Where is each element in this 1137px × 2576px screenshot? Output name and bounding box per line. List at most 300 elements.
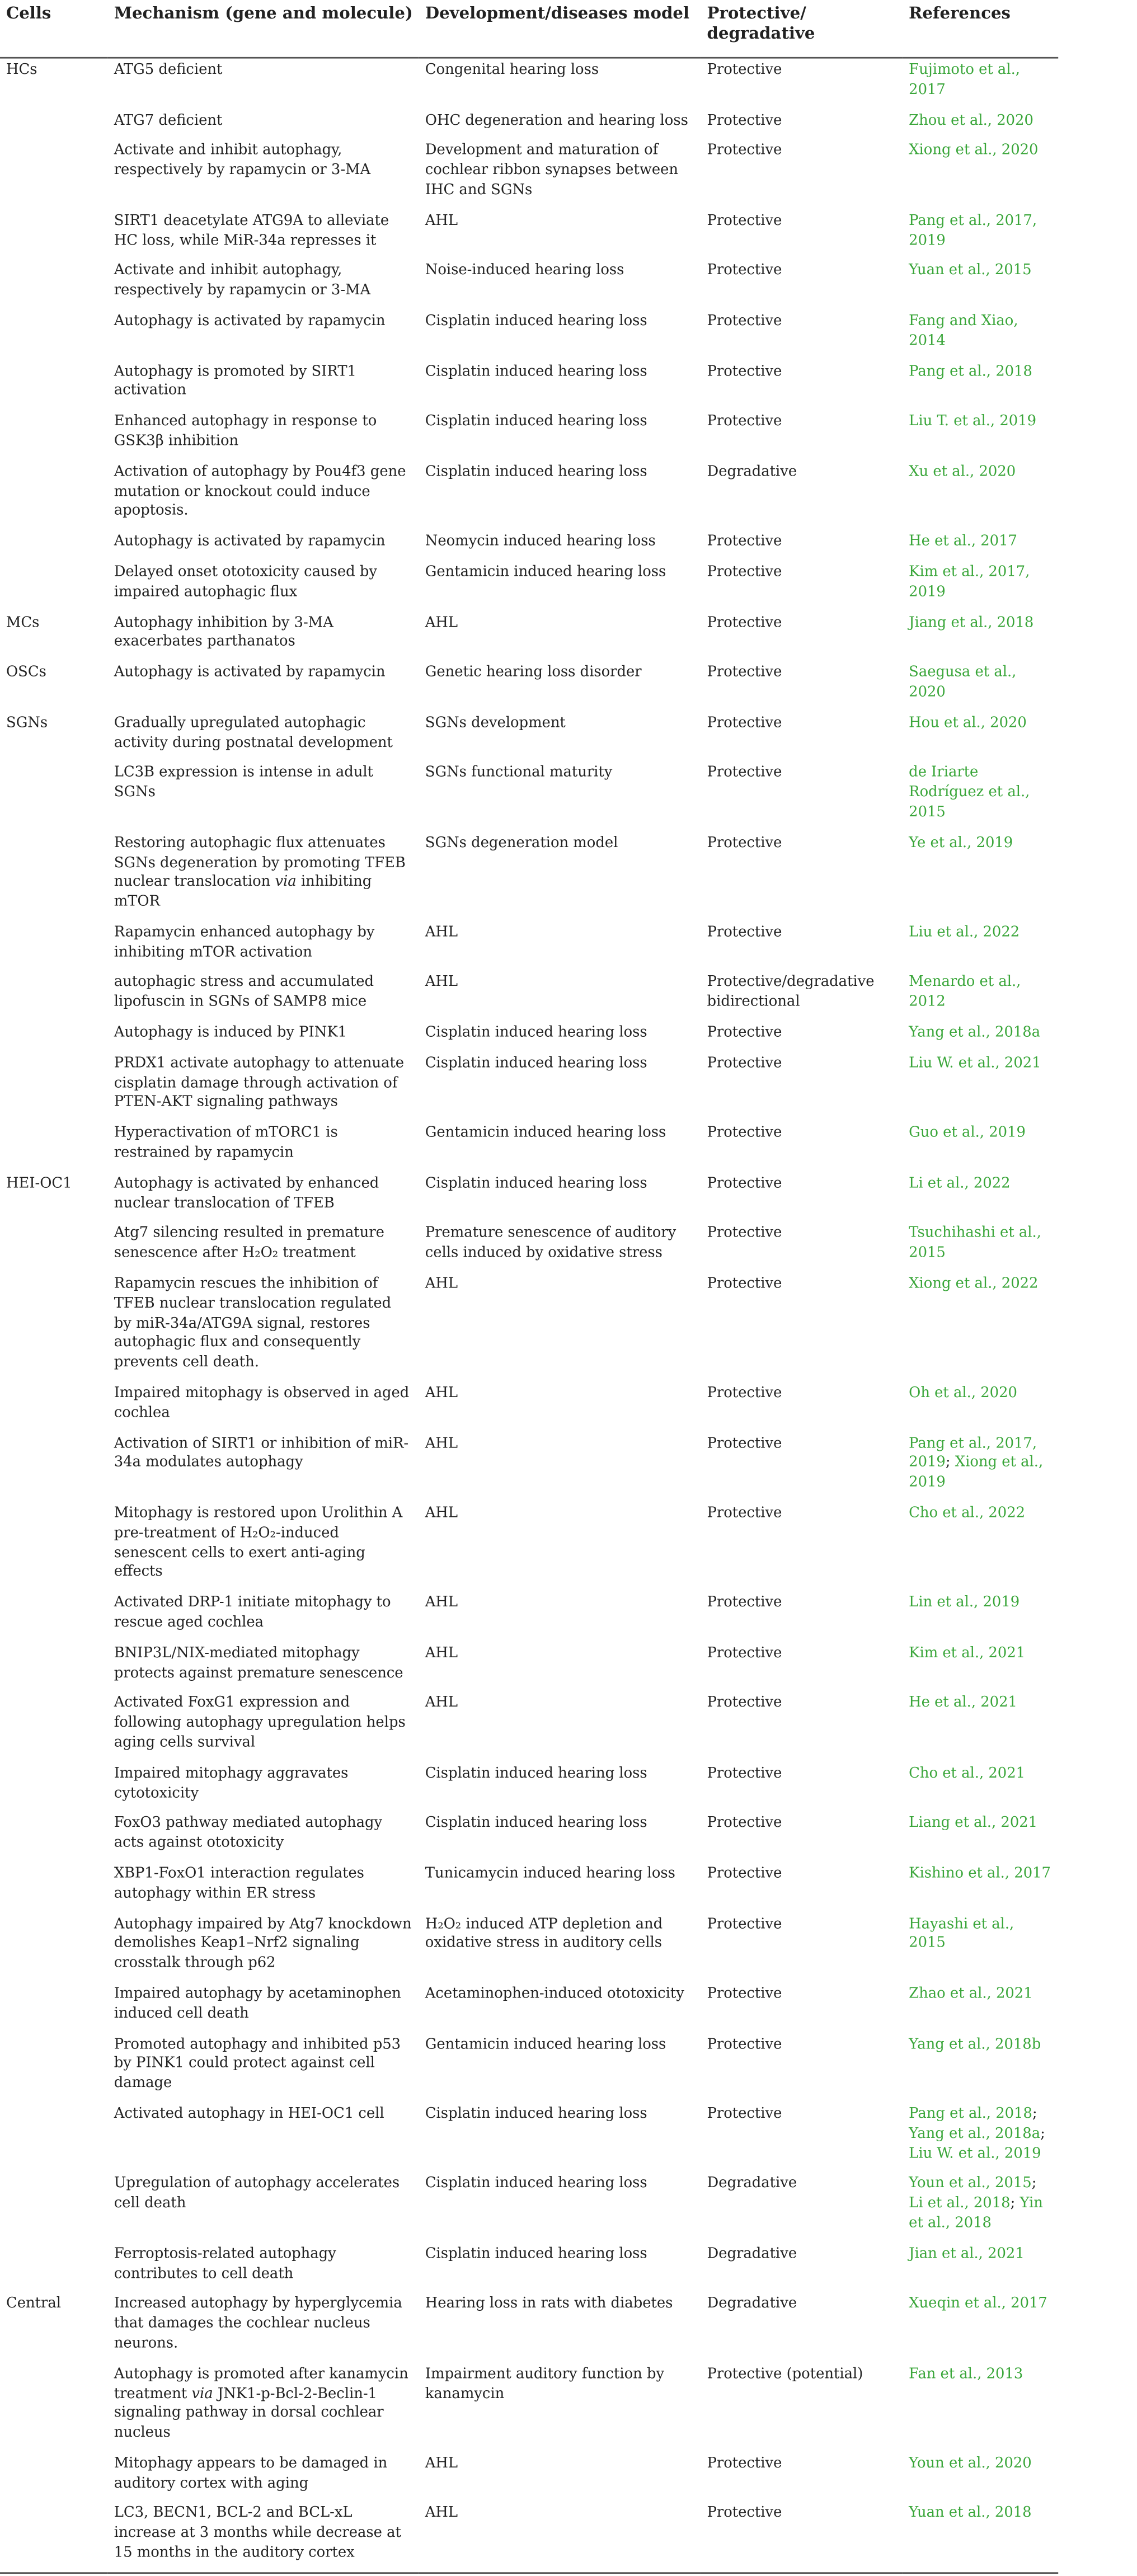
reference-link[interactable]: Oh et al., 2020 [909,1384,1017,1402]
references-cell: Youn et al., 2015; Li et al., 2018; Yin et al., 2018 [909,2175,1043,2232]
reference-link[interactable]: Tsuchihashi et al., 2015 [909,1225,1041,1262]
effect-cell: Protective [707,111,782,129]
table-row [0,530,1058,560]
table-row [0,2242,1058,2292]
table-row [0,711,1058,761]
table-header [0,0,1058,58]
mechanism-cell: XBP1-FoxO1 interaction regulates autophagy within ER stress [114,1865,364,1902]
table-row [0,1021,1058,1051]
model-cell: OHC degeneration and hearing loss [425,111,688,129]
reference-link[interactable]: Xiong et al., 2019 [909,1454,1044,1492]
effect-cell: Protective [707,1435,782,1452]
cell-type [0,1912,108,1982]
model-cell: AHL [425,924,458,941]
model-cell: AHL [425,1505,458,1522]
references-cell [903,1172,1058,1223]
mechanism-cell: Activation of autophagy by Pou4f3 gene mutation or knockout could induce apoptosis. [114,463,406,520]
reference-link[interactable]: Kim et al., 2021 [909,1644,1026,1662]
effect-cell: Degradative [707,2295,797,2312]
model-cell: Development and maturation of cochlear ribbon synapses between IHC and SGNs [425,142,679,199]
mechanism-cell: PRDX1 activate autophagy to attenuate cisplatin damage through activation of PTEN-AKT signaling pathways [114,1055,405,1112]
reference-link[interactable]: Guo et al., 2019 [909,1125,1026,1142]
table-row [0,2452,1058,2502]
reference-link[interactable]: Liang et al., 2021 [909,1815,1038,1832]
model-cell: Cisplatin induced hearing loss [425,363,647,380]
header-references: References [903,0,1058,58]
model-cell: Acetaminophen-induced ototoxicity [425,1985,684,2002]
references-cell: Pang et al., 2018; Yang et al., 2018a; Liu W. et al., 2019 [909,2105,1045,2162]
cell-type [0,209,108,260]
header-effect: Protective/ degradative [701,0,903,58]
mechanism-cell: Autophagy impaired by Atg7 knockdown demolishes Keap1–Nrf2 signaling crosstalk through p62 [114,1915,412,1972]
cell-type [0,1642,108,1692]
model-cell: Neomycin induced hearing loss [425,533,656,551]
model-cell: Cisplatin induced hearing loss [425,2105,647,2123]
effect-cell: Protective [707,664,782,681]
model-cell: Noise-induced hearing loss [425,262,624,280]
model-cell: Cisplatin induced hearing loss [425,1815,647,1832]
references-cell [903,209,1058,260]
references-cell [903,1021,1058,1051]
table-row [0,1272,1058,1381]
references-cell [903,2362,1058,2452]
reference-link[interactable]: Pang et al., 2017, 2019 [909,1435,1037,1472]
cell-type [0,1812,108,1862]
table-row [0,561,1058,611]
effect-cell: Protective [707,1915,782,1933]
reference-link[interactable]: Liu W. et al., 2021 [909,1055,1041,1072]
model-cell: Cisplatin induced hearing loss [425,1055,647,1072]
references-cell [903,1862,1058,1912]
model-cell: Cisplatin induced hearing loss [425,1765,647,1782]
reference-link[interactable]: Yang et al., 2018a [909,1024,1041,1042]
reference-link[interactable]: He et al., 2021 [909,1695,1017,1712]
cell-type [0,2172,108,2242]
model-cell: AHL [425,2455,458,2472]
references-cell [903,1762,1058,1812]
model-cell: AHL [425,1435,458,1452]
mechanism-cell: Activate and inhibit autophagy, respectively by rapamycin or 3-MA [114,262,371,299]
reference-link[interactable]: Yang et al., 2018b [909,2036,1041,2053]
reference-link[interactable]: Li et al., 2022 [909,1175,1011,1192]
effect-cell: Protective [707,1125,782,1142]
table-row [0,2502,1058,2573]
effect-cell: Protective [707,1055,782,1072]
model-cell: Cisplatin induced hearing loss [425,2245,647,2263]
effect-cell: Protective [707,1695,782,1712]
table-row [0,260,1058,310]
table-row [0,209,1058,260]
mechanism-cell: Activate and inhibit autophagy, respectively by rapamycin or 3-MA [114,142,371,179]
mechanism-cell: Hyperactivation of mTORC1 is restrained by rapamycin [114,1125,338,1162]
header-row [0,0,1058,58]
table-row [0,309,1058,360]
references-cell [903,1052,1058,1122]
mechanism-cell: BNIP3L/NIX-mediated mitophagy protects against premature senescence [114,1644,403,1681]
reference-link[interactable]: Yuan et al., 2015 [909,262,1032,280]
effect-cell: Protective [707,1505,782,1522]
table-row [0,2362,1058,2452]
model-cell: AHL [425,1594,458,1612]
reference-link[interactable]: Fujimoto et al., 2017 [909,62,1020,98]
cell-type [0,530,108,560]
table-row [0,1432,1058,1502]
table-row [0,1812,1058,1862]
table-row [0,58,1058,109]
mechanism-cell: Gradually upregulated autophagic activity during postnatal development [114,714,393,751]
mechanism-cell: Autophagy is activated by rapamycin [114,312,386,330]
effect-cell: Protective [707,413,782,430]
cell-type [0,1692,108,1762]
model-cell: H₂O₂ induced ATP depletion and oxidative stress in auditory cells [425,1915,663,1952]
mechanism-cell: FoxO3 pathway mediated autophagy acts against ototoxicity [114,1815,383,1852]
references-cell [903,761,1058,831]
header-mechanism: Mechanism (gene and molecule) [108,0,419,58]
reference-link[interactable]: Xueqin et al., 2017 [909,2295,1047,2312]
table-row [0,1222,1058,1272]
references-cell [903,661,1058,711]
reference-link[interactable]: Kishino et al., 2017 [909,1865,1051,1882]
references-cell [903,360,1058,410]
effect-cell: Protective [707,312,782,330]
model-cell: Cisplatin induced hearing loss [425,413,647,430]
model-cell: Genetic hearing loss disorder [425,664,642,681]
model-cell: AHL [425,1695,458,1712]
reference-link[interactable]: Zhou et al., 2020 [909,111,1033,129]
reference-link[interactable]: Jiang et al., 2018 [909,614,1034,631]
mechanism-cell: Impaired autophagy by acetaminophen induced cell death [114,1985,401,2022]
effect-cell: Protective [707,1765,782,1782]
effect-cell: Protective [707,924,782,941]
mechanism-cell: LC3, BECN1, BCL-2 and BCL-xL increase at 3 months while decrease at 15 months in the auditory cortex [108,2502,419,2573]
effect-cell: Protective [707,2455,782,2472]
cell-type [0,2102,108,2172]
cell-type [0,1762,108,1812]
cell-type: Central [6,2295,62,2312]
cell-type [0,1591,108,1642]
table-row [0,1692,1058,1762]
references-cell: Pang et al., 2017, 2019; Xiong et al., 2019 [909,1435,1044,1492]
reference-link[interactable]: Yin et al., 2018 [909,2195,1043,2232]
effect-cell: Protective [707,1175,782,1192]
model-cell: SGNs development [425,714,566,731]
model-cell: Cisplatin induced hearing loss [425,1175,647,1192]
effect-cell: Protective [707,1594,782,1612]
mechanism-cell: Ferroptosis-related autophagy contributes to cell death [114,2245,336,2282]
cell-type [0,831,108,921]
model-cell: AHL [425,212,458,229]
references-cell [903,530,1058,560]
references-cell [903,831,1058,921]
references-cell [903,1222,1058,1272]
effect-cell: Protective [707,714,782,731]
references-cell [903,1381,1058,1432]
references-cell [903,1642,1058,1692]
effect-cell: Protective [707,363,782,380]
mechanism-cell: Activated FoxG1 expression and following autophagy upregulation helps aging cells survival [114,1695,406,1751]
references-cell [903,410,1058,460]
mechanism-cell: Autophagy is activated by rapamycin [114,664,386,681]
reference-link[interactable]: Xiong et al., 2022 [909,1275,1039,1292]
cell-type [0,360,108,410]
mechanism-cell: Upregulation of autophagy accelerates cell death [114,2175,400,2212]
reference-link[interactable]: Liu T. et al., 2019 [909,413,1037,430]
model-cell: Gentamicin induced hearing loss [425,2036,666,2053]
references-cell [903,460,1058,530]
effect-cell: Protective [701,2502,903,2573]
table-row [0,1642,1058,1692]
cell-type [0,1502,108,1591]
cell-type [0,2502,108,2573]
cell-type: SGNs [6,714,48,731]
cell-type [0,1381,108,1432]
reference-link[interactable]: Fan et al., 2013 [909,2365,1023,2382]
reference-link[interactable]: Youn et al., 2015 [909,2175,1032,2193]
reference-link[interactable]: Kim et al., 2017, 2019 [909,563,1030,600]
model-cell: Impairment auditory function by kanamycin [425,2365,665,2403]
model-cell: Hearing loss in rats with diabetes [425,2295,673,2312]
mechanism-cell: Activated DRP-1 initiate mitophagy to rescue aged cochlea [114,1594,391,1632]
effect-cell: Protective [707,614,782,631]
cell-type [0,1982,108,2033]
table-row [0,1912,1058,1982]
references-cell [903,1272,1058,1381]
reference-link[interactable]: Hou et al., 2020 [909,714,1027,731]
header-cells: Cells [0,0,108,58]
header-model: Development/diseases model [419,0,701,58]
cell-type [0,1862,108,1912]
cell-type [0,2242,108,2292]
table-row [0,1172,1058,1223]
mechanism-cell: Rapamycin enhanced autophagy by inhibiting mTOR activation [114,924,375,961]
cell-type [0,1021,108,1051]
model-cell: Cisplatin induced hearing loss [425,463,647,481]
references-cell [903,971,1058,1022]
effect-cell: Protective [707,834,782,852]
table-row [0,2292,1058,2362]
effect-cell: Protective [707,1644,782,1662]
table-row [0,2033,1058,2103]
reference-link[interactable]: Liu et al., 2022 [909,924,1020,941]
references-cell [903,1122,1058,1172]
reference-link[interactable]: Yang et al., 2018a [909,2125,1041,2142]
table-row [0,410,1058,460]
mechanism-cell: Autophagy is activated by enhanced nuclear translocation of TFEB [114,1175,379,1212]
reference-link[interactable]: Hayashi et al., 2015 [909,1915,1014,1952]
cell-type [0,309,108,360]
reference-link[interactable]: Fang and Xiao, 2014 [909,312,1018,350]
reference-link[interactable]: Xu et al., 2020 [909,463,1016,481]
table-row [0,139,1058,209]
table-row [0,611,1058,661]
cell-type: HCs [6,62,37,79]
cell-type [0,2452,108,2502]
references-cell [903,1812,1058,1862]
mechanism-cell: Increased autophagy by hyperglycemia that damages the cochlear nucleus neurons. [114,2295,402,2352]
cell-type [0,2362,108,2452]
mechanism-cell: Autophagy is activated by rapamycin [114,533,386,551]
effect-cell: Protective [707,2105,782,2123]
mechanism-cell: Rapamycin rescues the inhibition of TFEB nuclear translocation regulated by miR-34a/ATG9A signal, restores autophagic flux and consequently prevents cell death. [114,1275,392,1371]
reference-link[interactable]: Pang et al., 2018 [909,363,1032,380]
mechanism-cell: LC3B expression is intense in adult SGNs [114,764,374,801]
references-cell [903,2452,1058,2502]
cell-type: MCs [6,614,40,631]
effect-cell: Protective [707,62,782,79]
model-cell: Cisplatin induced hearing loss [425,2175,647,2193]
effect-cell: Protective [707,1225,782,1243]
references-cell [903,711,1058,761]
cell-type [0,1222,108,1272]
table-row [0,1381,1058,1432]
cell-type [0,1432,108,1502]
reference-link[interactable]: Zhao et al., 2021 [909,1985,1033,2002]
mechanism-cell: Atg7 silencing resulted in premature senescence after H₂O₂ treatment [114,1225,384,1262]
mechanism-cell: ATG7 deficient [114,111,223,129]
reference-link[interactable]: Saegusa et al., 2020 [909,664,1017,701]
cell-type [0,1122,108,1172]
effect-cell: Protective (potential) [707,2365,863,2382]
effect-cell: Degradative [707,463,797,481]
reference-link[interactable]: Cho et al., 2022 [909,1505,1026,1522]
mechanism-cell: Restoring autophagic flux attenuates SGNs degeneration by promoting TFEB nuclear translocation via inhibiting mTOR [114,834,406,911]
effect-cell: Protective [707,764,782,782]
table-row [0,109,1058,139]
mechanism-cell: Delayed onset ototoxicity caused by impaired autophagic flux [114,563,378,600]
model-cell: Gentamicin induced hearing loss [425,563,666,581]
effect-cell: Protective [707,212,782,229]
model-cell: Cisplatin induced hearing loss [425,312,647,330]
cell-type [0,109,108,139]
cell-type: OSCs [6,664,46,681]
effect-cell: Degradative [707,2175,797,2193]
model-cell: AHL [425,1384,458,1402]
model-cell: AHL [425,1644,458,1662]
reference-link[interactable]: Jian et al., 2021 [909,2245,1025,2263]
table-row [0,1502,1058,1591]
cell-type [0,921,108,971]
table-row [0,1862,1058,1912]
table-row [0,1762,1058,1812]
mechanism-cell: Promoted autophagy and inhibited p53 by PINK1 could protect against cell damage [114,2036,401,2092]
table-row [0,971,1058,1022]
reference-link[interactable]: Cho et al., 2021 [909,1765,1026,1782]
model-cell: AHL [425,614,458,631]
model-cell: AHL [419,2502,701,2573]
effect-cell: Protective [707,1275,782,1292]
table-row [0,661,1058,711]
table-row [0,761,1058,831]
mechanism-cell: Enhanced autophagy in response to GSK3β inhibition [114,413,377,450]
cell-type [0,460,108,530]
reference-link[interactable]: Li et al., 2018 [909,2195,1011,2212]
reference-link[interactable]: Pang et al., 2017, 2019 [909,212,1037,249]
effect-cell: Protective [707,533,782,551]
effect-cell: Protective [707,2036,782,2053]
cell-type: HEI-OC1 [6,1175,72,1192]
table-row [0,360,1058,410]
effect-cell: Protective [707,1384,782,1402]
reference-link[interactable]: Yuan et al., 2018 [909,2505,1032,2522]
table-row [0,1052,1058,1122]
table-row [0,460,1058,530]
reference-link[interactable]: Liu W. et al., 2019 [909,2145,1041,2162]
reference-link[interactable]: Pang et al., 2018 [909,2105,1032,2123]
effect-cell: Degradative [707,2245,797,2263]
effect-cell: Protective [707,142,782,159]
mechanism-cell: Impaired mitophagy aggravates cytotoxicity [114,1765,349,1802]
cell-type [0,2033,108,2103]
references-cell [903,2292,1058,2362]
model-cell: Tunicamycin induced hearing loss [425,1865,675,1882]
table-row [0,921,1058,971]
references-cell [903,611,1058,661]
cell-type [0,410,108,460]
references-cell [903,1591,1058,1642]
references-cell [903,309,1058,360]
mechanism-cell: Activation of SIRT1 or inhibition of miR-34a modulates autophagy [114,1435,409,1472]
reference-link[interactable]: Lin et al., 2019 [909,1594,1020,1612]
reference-link[interactable]: He et al., 2017 [909,533,1017,551]
table-row [0,1591,1058,1642]
references-cell [903,1982,1058,2033]
model-cell: AHL [425,1275,458,1292]
table-row [0,2102,1058,2172]
mechanism-cell: Mitophagy appears to be damaged in auditory cortex with aging [114,2455,388,2492]
reference-link[interactable]: de Iriarte Rodríguez et al., 2015 [909,764,1030,821]
model-cell: AHL [425,974,458,991]
references-cell [903,1692,1058,1762]
table-row [0,1122,1058,1172]
model-cell: SGNs functional maturity [425,764,613,782]
effect-cell: Protective [707,1815,782,1832]
reference-link[interactable]: Xiong et al., 2020 [909,142,1039,159]
references-cell [903,921,1058,971]
references-cell [903,58,1058,109]
table-row [0,831,1058,921]
references-cell [903,1502,1058,1591]
reference-link[interactable]: Menardo et al., 2012 [909,974,1021,1011]
references-cell [903,2242,1058,2292]
model-cell: SGNs degeneration model [425,834,618,852]
cell-type [0,561,108,611]
mechanism-cell: Mitophagy is restored upon Urolithin A pre-treatment of H₂O₂-induced senescent cells to exert anti-aging effects [114,1505,403,1581]
cell-type [0,761,108,831]
mechanism-cell: Autophagy is promoted by SIRT1 activation [114,363,356,399]
cell-type [0,260,108,310]
references-cell [903,1912,1058,1982]
model-cell: Cisplatin induced hearing loss [425,1024,647,1042]
model-cell: Premature senescence of auditory cells induced by oxidative stress [425,1225,676,1262]
reference-link[interactable]: Ye et al., 2019 [909,834,1013,852]
table-row [0,1982,1058,2033]
reference-link[interactable]: Youn et al., 2020 [909,2455,1032,2472]
references-cell [903,109,1058,139]
effect-cell: Protective [707,1985,782,2002]
table-row [0,2172,1058,2242]
mechanism-cell: Autophagy is induced by PINK1 [114,1024,347,1042]
mechanism-cell: Autophagy inhibition by 3-MA exacerbates parthanatos [114,614,333,651]
effect-cell: Protective [707,1024,782,1042]
effect-cell: Protective/degradative bidirectional [707,974,875,1011]
effect-cell: Protective [707,262,782,280]
mechanism-cell: SIRT1 deacetylate ATG9A to alleviate HC loss, while MiR-34a represses it [114,212,389,249]
mechanism-cell: ATG5 deficient [114,62,223,79]
cell-type [0,1052,108,1122]
references-cell [903,2033,1058,2103]
model-cell: Gentamicin induced hearing loss [425,1125,666,1142]
references-cell [903,139,1058,209]
